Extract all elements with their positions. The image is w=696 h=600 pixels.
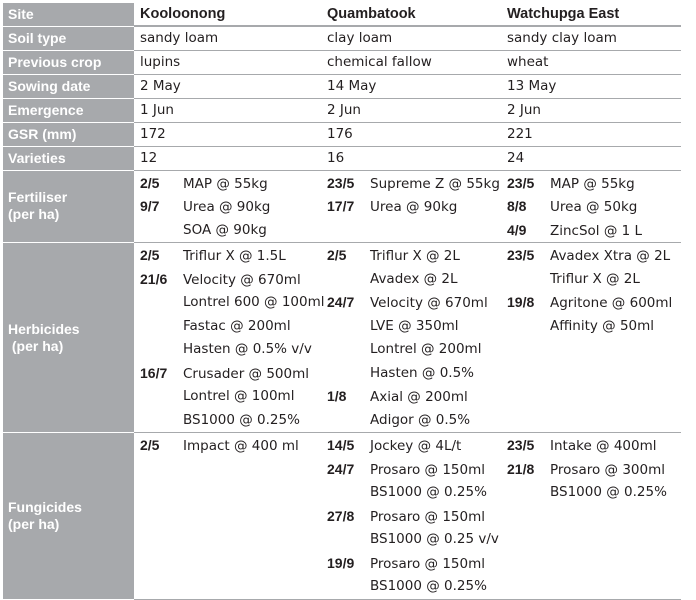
herbicides-quambatook-cell (321, 243, 501, 433)
application-date: 19/9 (327, 554, 355, 571)
treatment-text: Axial @ 200ml (370, 389, 468, 405)
treatment-line (327, 338, 501, 362)
treatment-text: BS1000 @ 0.25% (550, 484, 667, 500)
cell-value: 14 May (321, 74, 501, 98)
treatment-text: Adigor @ 0.5% (370, 411, 471, 428)
application-date: 2/5 (327, 247, 347, 263)
application-date: 2/5 (140, 437, 160, 453)
treatment-text: BS1000 @ 0.25% (370, 484, 487, 500)
treatment-text: Avadex @ 2L (370, 270, 458, 287)
treatment-text: Hasten @ 0.5% v/v (183, 341, 312, 357)
site-name-watchupga-east: Watchupga East (501, 3, 681, 26)
cell-value: 12 (134, 146, 321, 170)
treatment-line (327, 505, 501, 529)
cell-value: sandy clay loam (501, 26, 681, 50)
cell-value: 172 (134, 122, 321, 146)
row-label: GSR (mm) (3, 122, 134, 146)
application-date: 9/7 (140, 198, 160, 214)
treatment-text: Prosaro @ 150ml (370, 508, 485, 525)
cell-value: 13 May (501, 74, 681, 98)
cell-value: lupins (134, 50, 321, 74)
application-date: 2/5 (140, 247, 160, 263)
application-date: 8/8 (507, 198, 527, 214)
row-label: Emergence (3, 98, 134, 122)
row-label-line: Fertiliser (8, 189, 68, 206)
treatment-text: Lontrel @ 100ml (183, 388, 295, 404)
cell-value: 176 (321, 122, 501, 146)
treatment-line (327, 575, 501, 599)
treatment-line (507, 481, 681, 505)
cell-value: 221 (501, 122, 681, 146)
row-label-herbicides (3, 243, 134, 433)
treatment-text: MAP @ 55kg (183, 175, 268, 192)
treatment-text: Velocity @ 670ml (370, 295, 488, 311)
treatment-line (507, 219, 681, 243)
application-date: 19/8 (507, 294, 535, 310)
herbicides-row (3, 243, 681, 433)
treatment-line (140, 338, 321, 362)
row-label: Varieties (3, 146, 134, 170)
fertiliser-quambatook-cell (321, 170, 501, 243)
table-row (3, 26, 681, 50)
treatment-text: BS1000 @ 0.25 v/v (370, 531, 499, 547)
treatment-line (507, 458, 681, 482)
application-date: 14/5 (327, 437, 355, 453)
cell-value: 24 (501, 146, 681, 170)
treatment-text: Crusader @ 500ml (183, 365, 310, 382)
application-date: 23/5 (507, 174, 535, 191)
treatment-line (507, 291, 681, 315)
application-date: 21/6 (140, 270, 168, 287)
treatment-text: Intake @ 400ml (550, 438, 657, 454)
table-row (3, 122, 681, 146)
fungicides-kooloonong-cell (134, 433, 321, 600)
application-date: 24/7 (327, 460, 355, 477)
treatment-text: LVE @ 350ml (370, 317, 459, 334)
treatment-text: Agritone @ 600ml (550, 295, 673, 311)
application-date: 23/5 (507, 247, 535, 263)
herbicides-kooloonong-cell (134, 243, 325, 433)
cell-value: 2 Jun (321, 98, 501, 122)
application-date: 23/5 (327, 174, 355, 191)
trial-details-table (3, 3, 681, 600)
treatment-text: BS1000 @ 0.25% (183, 411, 300, 428)
treatment-text: Lontrel @ 200ml (370, 341, 482, 357)
treatment-line (327, 385, 501, 409)
fertiliser-row (3, 170, 681, 243)
application-date: 2/5 (140, 174, 160, 191)
cell-value: chemical fallow (321, 50, 501, 74)
cell-value: 16 (321, 146, 501, 170)
fungicides-watchupga-east-cell (501, 433, 681, 600)
treatment-text: Prosaro @ 150ml (370, 555, 485, 572)
treatment-line (327, 172, 501, 196)
treatment-line (140, 172, 321, 196)
row-label: Soil type (3, 26, 134, 50)
treatment-line (140, 219, 321, 243)
fertiliser-kooloonong-cell (134, 170, 321, 243)
treatment-text: Prosaro @ 300ml (550, 461, 665, 478)
cell-value: wheat (501, 50, 681, 74)
treatment-line (140, 315, 321, 339)
treatment-line (140, 291, 325, 315)
treatment-line (327, 458, 501, 482)
treatment-line (507, 172, 681, 196)
site-name-kooloonong: Kooloonong (134, 3, 321, 26)
table-row (3, 98, 681, 122)
cell-value: 1 Jun (134, 98, 321, 122)
treatment-text: MAP @ 55kg (550, 175, 635, 192)
row-label: Sowing date (3, 74, 134, 98)
table-row (3, 146, 681, 170)
row-label-fungicides (3, 433, 134, 600)
treatment-text: BS1000 @ 0.25% (370, 578, 487, 594)
treatment-line (140, 362, 321, 386)
treatment-text: Avadex Xtra @ 2L (550, 248, 671, 264)
treatment-text: Urea @ 90kg (370, 199, 458, 215)
row-label-line: (per ha) (8, 337, 64, 354)
row-label: Previous crop (3, 50, 134, 74)
treatment-text: Affinity @ 50ml (550, 317, 655, 334)
treatment-line (327, 528, 501, 552)
treatment-line (507, 434, 681, 458)
treatment-text: Supreme Z @ 55kg (370, 175, 500, 192)
fungicides-quambatook-cell (321, 433, 501, 600)
header-row (3, 3, 681, 26)
treatment-text: Fastac @ 200ml (183, 317, 291, 334)
treatment-line (327, 244, 501, 268)
treatment-text: Velocity @ 670ml (183, 271, 301, 288)
treatment-line (507, 244, 681, 268)
treatment-line (327, 362, 501, 386)
treatment-line (507, 268, 681, 292)
treatment-line (327, 552, 501, 576)
table-row (3, 50, 681, 74)
fertiliser-watchupga-east-cell (501, 170, 681, 243)
treatment-text: Urea @ 90kg (183, 199, 271, 215)
row-label-line: (per ha) (8, 206, 60, 223)
treatment-line (507, 315, 681, 339)
treatment-line (327, 481, 501, 505)
treatment-text: Triflur X @ 2L (370, 248, 460, 264)
treatment-line (327, 195, 501, 219)
treatment-text: Jockey @ 4L/t (370, 438, 462, 454)
treatment-line (140, 244, 321, 268)
row-label-line: Fungicides (8, 498, 82, 515)
treatment-line (327, 434, 501, 458)
application-date: 16/7 (140, 364, 168, 381)
fungicides-row (3, 433, 681, 600)
treatment-text: Urea @ 50kg (550, 199, 638, 215)
application-date: 21/8 (507, 460, 535, 477)
treatment-line (327, 315, 501, 339)
application-date: 27/8 (327, 507, 355, 524)
application-date: 17/7 (327, 198, 355, 214)
treatment-line (327, 409, 501, 433)
treatment-text: Impact @ 400 ml (183, 438, 299, 454)
application-date: 24/7 (327, 294, 355, 310)
treatment-line (140, 195, 321, 219)
row-label-site: Site (3, 3, 134, 26)
application-date: 23/5 (507, 437, 535, 453)
cell-value: 2 Jun (501, 98, 681, 122)
table-row (3, 74, 681, 98)
treatment-line (327, 268, 501, 292)
site-name-quambatook: Quambatook (321, 3, 501, 26)
application-date: 4/9 (507, 221, 527, 238)
treatment-text: ZincSol @ 1 L (550, 222, 643, 239)
treatment-line (507, 195, 681, 219)
cell-value: sandy loam (134, 26, 321, 50)
treatment-line (327, 291, 501, 315)
treatment-line (140, 409, 321, 433)
treatment-text: Prosaro @ 150ml (370, 461, 485, 478)
row-label-line: Herbicides (8, 320, 80, 337)
treatment-text: SOA @ 90kg (183, 221, 267, 238)
cell-value: clay loam (321, 26, 501, 50)
treatment-text: Lontrel 600 @ 100ml (183, 294, 325, 310)
treatment-line (140, 385, 321, 409)
herbicides-watchupga-east-cell (501, 243, 681, 433)
treatment-line (140, 434, 321, 458)
treatment-text: Triflur X @ 1.5L (183, 248, 286, 264)
treatment-text: Triflur X @ 2L (550, 270, 640, 287)
treatment-line (140, 268, 321, 292)
row-label-fertiliser (3, 170, 134, 243)
row-label-line: (per ha) (8, 515, 60, 532)
application-date: 1/8 (327, 388, 347, 404)
treatment-text: Hasten @ 0.5% (370, 364, 474, 381)
cell-value: 2 May (134, 74, 321, 98)
